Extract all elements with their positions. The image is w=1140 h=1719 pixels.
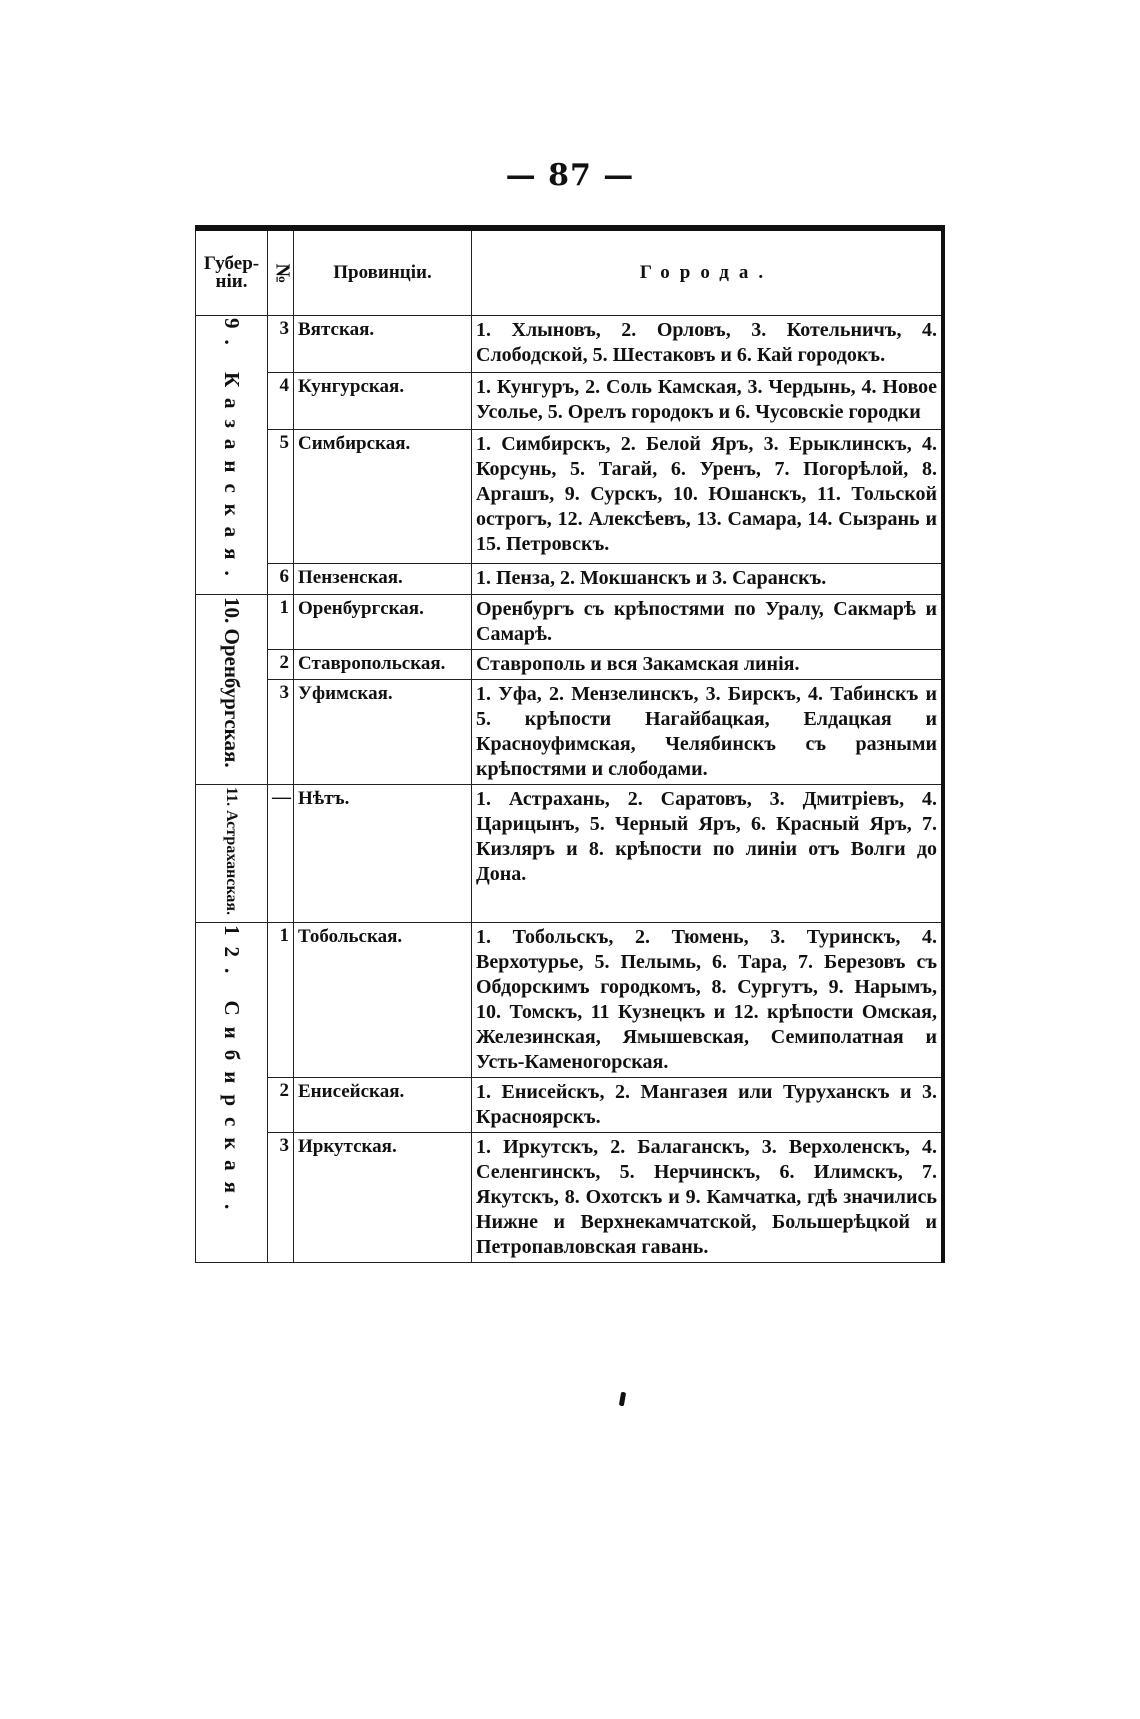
- table-row: [196, 1077, 944, 1132]
- provinces-table: [195, 225, 945, 1263]
- cities-list: 1. Хлыновъ, 2. Орловъ, 3. Котельничъ, 4. Слободской, 5. Шестаковъ и 6. Кай городокъ.: [472, 316, 944, 373]
- row-number: 4: [268, 372, 294, 429]
- cities-list: 1. Кунгуръ, 2. Соль Камская, 3. Чердынь, 4. Новое Усолье, 5. Орелъ городокъ и 6. Чусовскiе городки: [472, 372, 944, 429]
- cities-list: 1. Иркутскъ, 2. Балаганскъ, 3. Верхоленскъ, 4. Селенгинскъ, 5. Нерчинскъ, 6. Илимскъ, 7. Якутскъ, 8. Охотскъ и 9. Камчатка, гдѣ значились Нижне и Верхнекамчатской, Большерѣцкой и Петропавловская гавань.: [472, 1132, 944, 1262]
- header-provincii: Провинцiи.: [294, 228, 472, 316]
- row-number: 2: [268, 1077, 294, 1132]
- table-row: [196, 594, 944, 649]
- row-number: 3: [268, 679, 294, 784]
- row-number: —: [268, 784, 294, 922]
- guberniya-label: 9. Казанская.: [220, 318, 244, 587]
- row-number: 1: [268, 922, 294, 1077]
- province-name: Ставропольская.: [294, 649, 472, 679]
- table-row: [196, 1132, 944, 1262]
- guberniya-label: 10. Оренбургская.: [220, 596, 244, 768]
- ink-mark: [619, 1392, 626, 1407]
- row-number: 5: [268, 429, 294, 563]
- table-row: [196, 563, 944, 594]
- cities-list: Ставрополь и вся Закамская линiя.: [472, 649, 944, 679]
- province-name: Пензенская.: [294, 563, 472, 594]
- province-name: Вятская.: [294, 316, 472, 373]
- province-name: Енисейская.: [294, 1077, 472, 1132]
- table-row: [196, 372, 944, 429]
- province-name: Уфимская.: [294, 679, 472, 784]
- table-header-row: [196, 228, 944, 316]
- table-row: [196, 784, 944, 922]
- guberniya-cell: [196, 594, 268, 784]
- guberniya-cell: [196, 316, 268, 595]
- cities-list: 1. Уфа, 2. Мензелинскъ, 3. Бирскъ, 4. Табинскъ и 5. крѣпости Нагайбацкая, Елдацкая и Красноуфимская, Челябинскъ съ разными крѣпостями и слободами.: [472, 679, 944, 784]
- guberniya-cell: [196, 784, 268, 922]
- row-number: 6: [268, 563, 294, 594]
- province-name: Тобольская.: [294, 922, 472, 1077]
- row-number: 3: [268, 316, 294, 373]
- header-number: [268, 228, 294, 316]
- province-name: Нѣтъ.: [294, 784, 472, 922]
- province-name: Оренбургская.: [294, 594, 472, 649]
- table-row: [196, 679, 944, 784]
- cities-list: 1. Енисейскъ, 2. Мангазея или Туруханскъ и 3. Красноярскъ.: [472, 1077, 944, 1132]
- province-name: Симбирская.: [294, 429, 472, 563]
- cities-list: 1. Симбирскъ, 2. Белой Яръ, 3. Ерыклинскъ, 4. Корсунь, 5. Тагай, 6. Уренъ, 7. Погорѣлой, 8. Аргашъ, 9. Сурскъ, 10. Юшанскъ, 11. Тольской острогъ, 12. Алексѣевъ, 13. Самара, 14. Сызрань и 15. Петровскъ.: [472, 429, 944, 563]
- province-name: Кунгурская.: [294, 372, 472, 429]
- header-number-label: №: [271, 262, 294, 284]
- guberniya-cell: [196, 922, 268, 1262]
- cities-list: 1. Тобольскъ, 2. Тюмень, 3. Туринскъ, 4. Верхотурье, 5. Пелымь, 6. Тара, 7. Березовъ съ Обдорскимъ городкомъ, 8. Сургутъ, 9. Нарымъ, 10. Томскъ, 11 Кузнецкъ и 12. крѣпости Омская, Железинская, Ямышевская, Семиполатная и Усть-Каменогорская.: [472, 922, 944, 1077]
- row-number: 1: [268, 594, 294, 649]
- cities-list: Оренбургъ съ крѣпостями по Уралу, Сакмарѣ и Самарѣ.: [472, 594, 944, 649]
- header-gubernii: Губер-нiи.: [196, 228, 268, 316]
- cities-list: 1. Пенза, 2. Мокшанскъ и 3. Саранскъ.: [472, 563, 944, 594]
- page-number: — 87 —: [505, 158, 635, 193]
- table-row: [196, 316, 944, 373]
- row-number: 2: [268, 649, 294, 679]
- province-name: Иркутская.: [294, 1132, 472, 1262]
- guberniya-label: 12. Сибирская.: [220, 924, 244, 1221]
- cities-list: 1. Астрахань, 2. Саратовъ, 3. Дмитрiевъ, 4. Царицынъ, 5. Черный Яръ, 6. Красный Яръ, 7. Кизляръ и 8. крѣпости по линiи отъ Волги до Дона.: [472, 784, 944, 922]
- table-row: [196, 429, 944, 563]
- table-row: [196, 922, 944, 1077]
- guberniya-label: 11. Астраханская.: [223, 786, 240, 915]
- row-number: 3: [268, 1132, 294, 1262]
- table-row: [196, 649, 944, 679]
- header-goroda: Города.: [472, 228, 944, 316]
